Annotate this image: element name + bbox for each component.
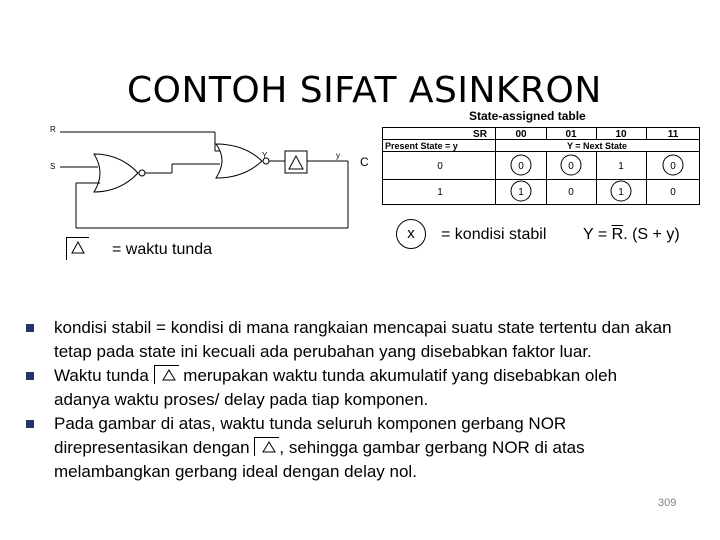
cell-0-11: 0 (670, 161, 676, 172)
cell-0-10: 1 (618, 161, 624, 172)
header-sr: SR (473, 129, 487, 140)
bullet-3-pre: Pada gambar di atas, waktu tunda seluruh komponen gerbang NOR direpresentasikan dengan (54, 414, 567, 457)
input-r-label: R (50, 125, 56, 134)
bullet-stable-definition (26, 316, 676, 364)
next-state-label: Y = Next State (566, 141, 628, 151)
bullet-2-pre: Waktu tunda (54, 366, 149, 385)
inline-delay-symbol (154, 365, 179, 384)
label-y: y (336, 151, 340, 160)
stable-legend-text: = kondisi stabil (441, 226, 547, 243)
col-header-10: 10 (615, 129, 627, 140)
bullet-1-text: kondisi stabil = kondisi di mana rangkaian mencapai suatu state tertentu dan akan tetap pada state ini kecuali ada perubahan yang disebabkan faktor luar. (54, 318, 672, 361)
present-state-label: Present State = y (385, 141, 458, 151)
next-state-equation (583, 226, 680, 244)
inline-delay-symbol (254, 437, 279, 456)
nor-gate-1-bubble (139, 170, 145, 176)
nor-latch-circuit (40, 120, 380, 250)
bullet-list (26, 316, 676, 484)
slide-title: CONTOH SIFAT ASINKRON (127, 70, 602, 111)
row-0-state: 0 (437, 161, 443, 172)
bullet-3-post: , sehingga gambar gerbang NOR di atas melambangkan gerbang ideal dengan delay nol. (54, 438, 585, 481)
state-assigned-table (382, 127, 700, 205)
triangle-delay-icon (70, 241, 90, 261)
bullet-2-post: merupakan waktu tunda akumulatif yang disebabkan oleh adanya waktu proses/ delay pada tiap komponen. (54, 366, 618, 409)
bullet-delay-definition (26, 364, 676, 412)
nor-gate-1 (94, 154, 138, 192)
equation-r-bar: $\overline{R}$ (611, 226, 624, 243)
col-header-00: 00 (515, 129, 527, 140)
triangle-delay-icon (262, 441, 276, 453)
equation-prefix: Y = (583, 226, 612, 243)
col-header-01: 01 (565, 129, 577, 140)
cell-0-00: 0 (518, 161, 524, 172)
delay-box (285, 151, 307, 173)
delay-legend-text: = waktu tunda (112, 241, 213, 258)
cell-1-01: 0 (568, 187, 574, 198)
stable-legend-symbol: x (396, 219, 426, 249)
equation-suffix: . (S + y) (623, 226, 680, 243)
table-caption: State-assigned table (469, 109, 586, 123)
delay-legend-box (66, 237, 89, 260)
label-Y: Y (262, 151, 268, 160)
cell-1-00: 1 (518, 187, 524, 198)
label-partial: C (360, 155, 369, 169)
cell-0-01: 0 (568, 161, 574, 172)
input-s-label: S (50, 162, 56, 171)
page-number: 309 (658, 497, 677, 509)
nor-gate-2 (216, 144, 262, 178)
cell-1-10: 1 (618, 187, 624, 198)
triangle-delay-icon (162, 369, 176, 381)
cell-1-11: 0 (670, 187, 676, 198)
col-header-11: 11 (667, 129, 679, 140)
bullet-nor-explanation (26, 412, 676, 484)
row-1-state: 1 (437, 187, 443, 198)
